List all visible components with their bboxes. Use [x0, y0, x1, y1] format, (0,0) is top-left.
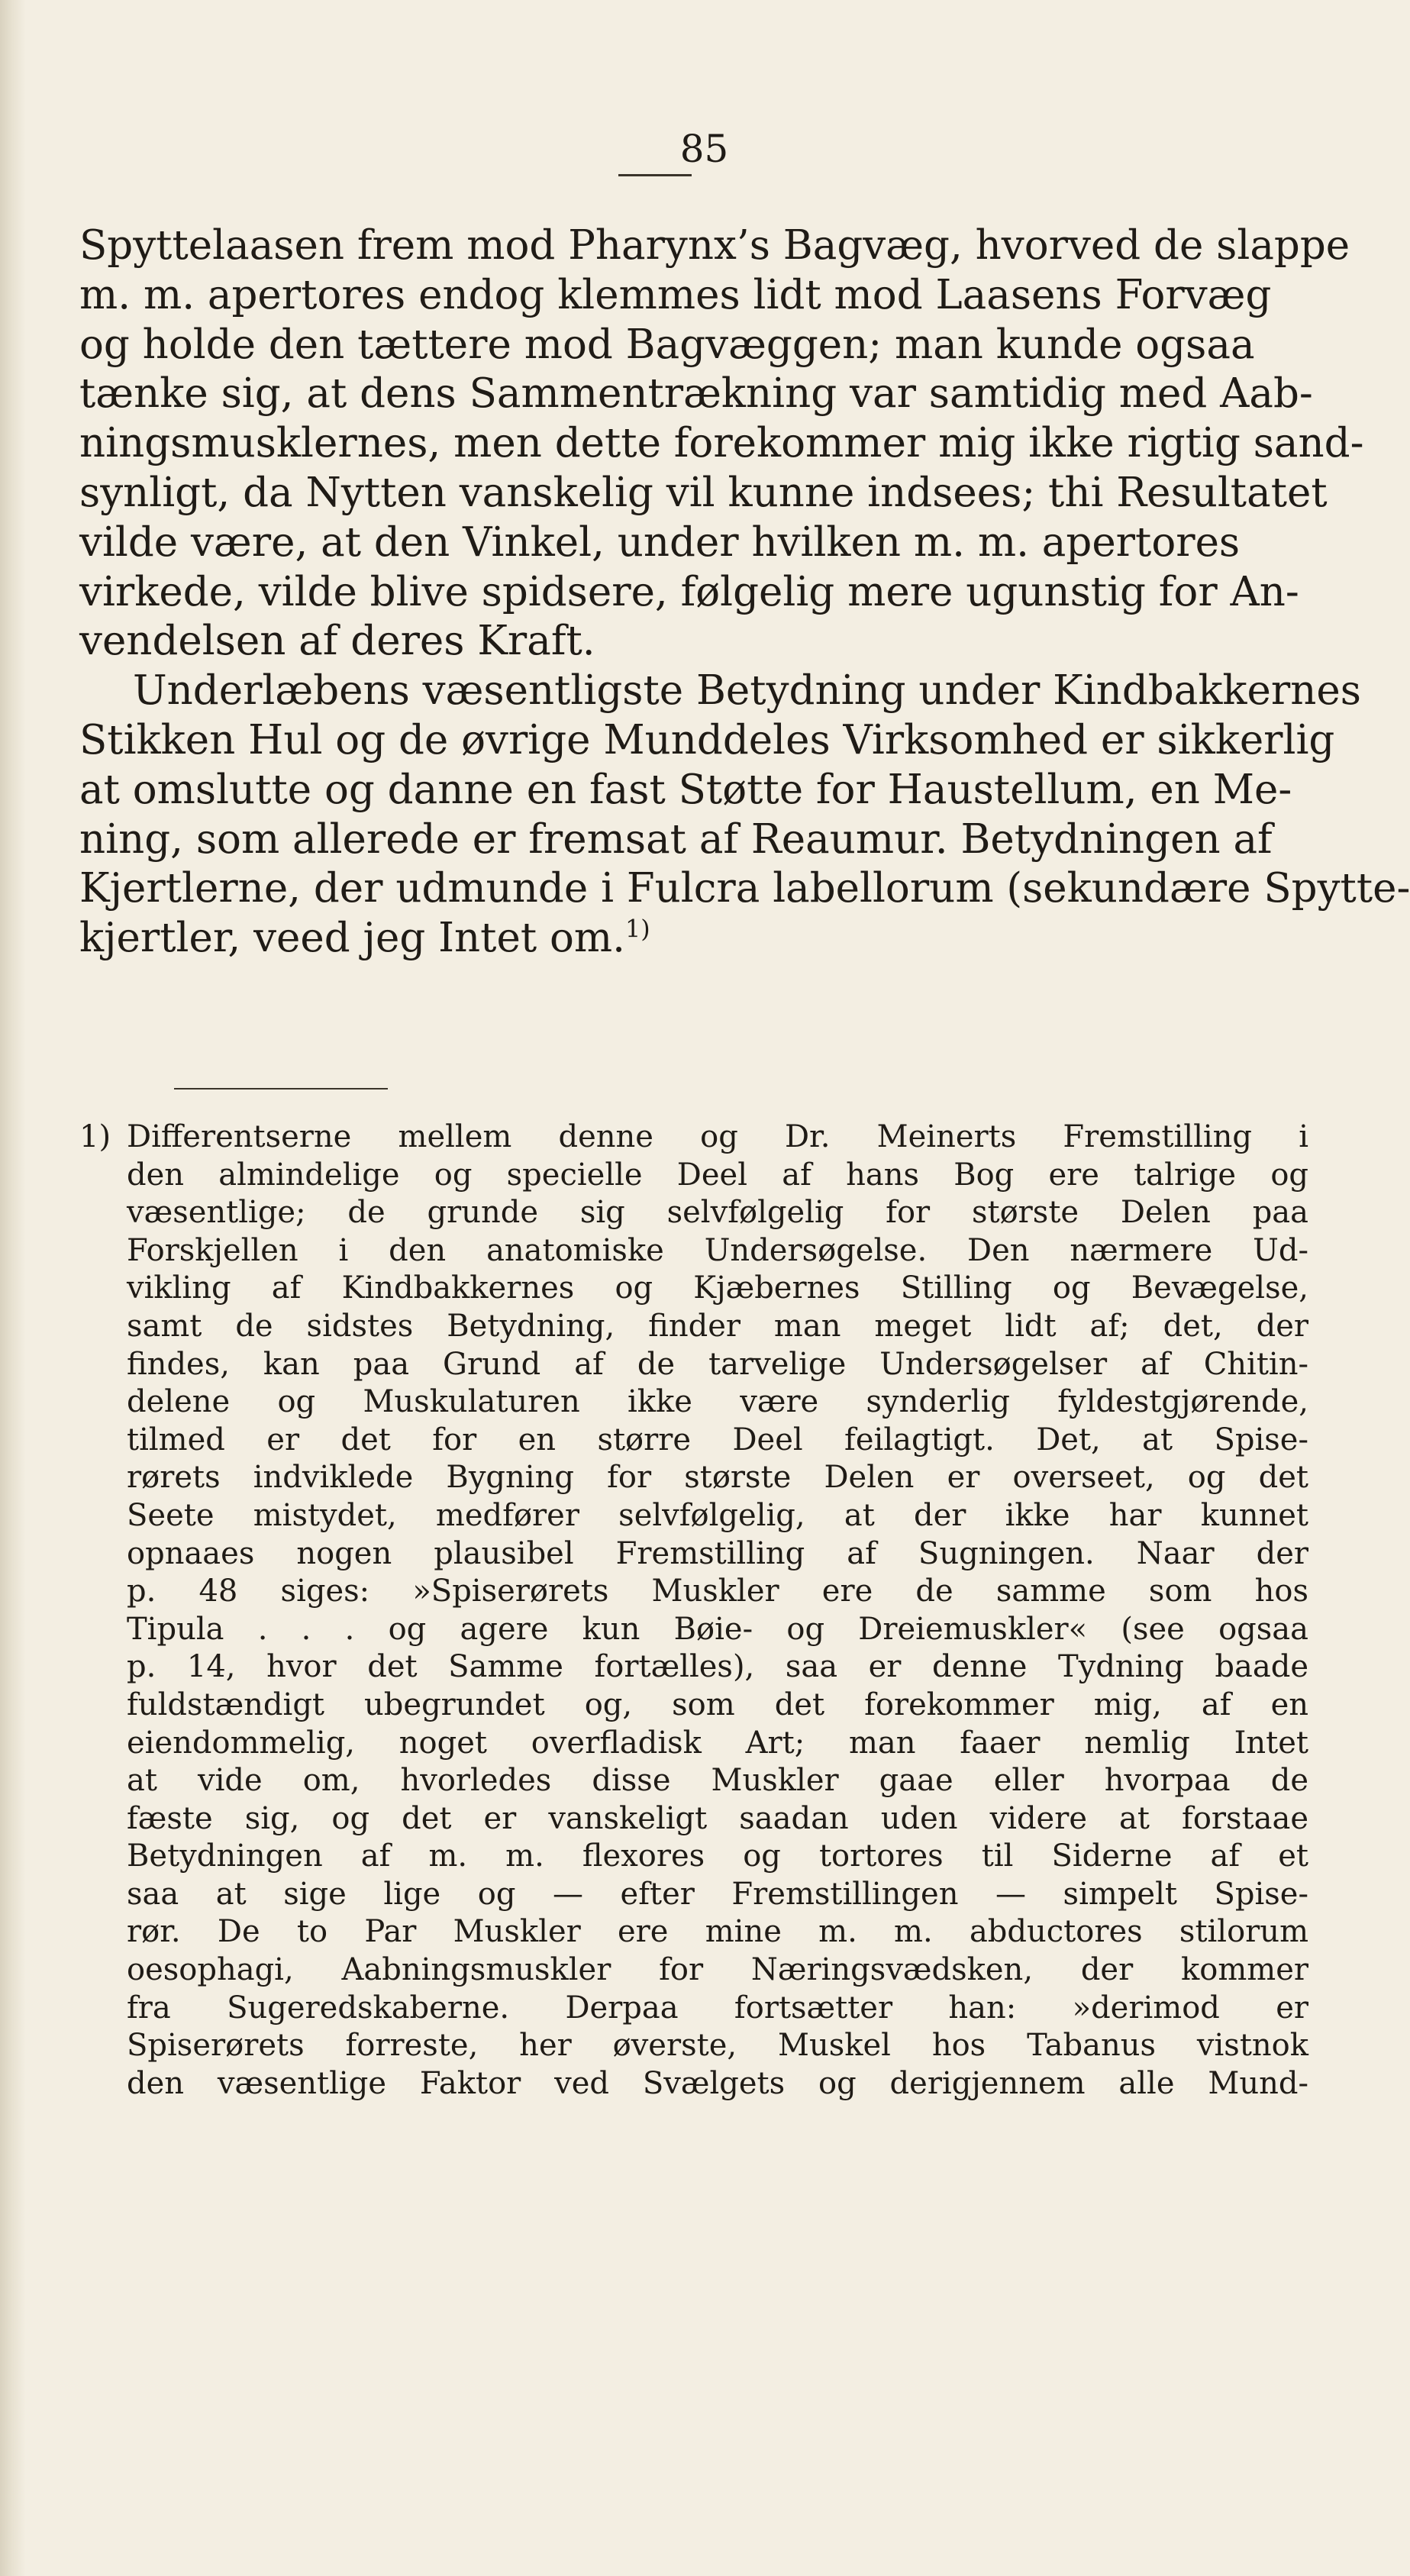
footnote-line: Betydningen af m. m. flexores og tortores til Siderne af et: [127, 1838, 1308, 1874]
footnote-line: væsentlige; de grunde sig selvfølgelig for største Delen paa: [127, 1195, 1308, 1231]
footnote-line: p. 48 siges: »Spiserørets Muskler ere de samme som hos: [127, 1574, 1308, 1609]
footnote-line: tilmed er det for en større Deel feilagtigt. Det, at Spise-: [127, 1422, 1308, 1457]
page-number: 85: [679, 127, 729, 171]
footnote-line: vikling af Kindbakkernes og Kjæbernes Stilling og Bevægelse,: [127, 1270, 1308, 1306]
footnote-line: rørets indviklede Bygning for største Delen er overseet, og det: [127, 1460, 1308, 1496]
footnote-line-words: Differentserne mellem denne og Dr. Meinerts Fremstilling i: [127, 1119, 1308, 1154]
footnote-reference: 1): [624, 915, 650, 944]
footnote-line: Tipula . . . og agere kun Bøie- og Dreiemuskler« (see ogsaa: [127, 1611, 1308, 1647]
footnote-line: findes, kan paa Grund af de tarvelige Undersøgelser af Chitin-: [127, 1346, 1308, 1382]
footnote-line: samt de sidstes Betydning, finder man meget lidt af; det, der: [127, 1308, 1308, 1344]
footnote-line: den almindelige og specielle Deel af hans Bog ere talrige og: [127, 1157, 1308, 1193]
footnote-line: Seete mistydet, medfører selvfølgelig, at der ikke har kunnet: [127, 1497, 1308, 1533]
footnote-line: delene og Muskulaturen ikke være synderlig fyldestgjørende,: [127, 1384, 1308, 1420]
text-line: vilde være, at den Vinkel, under hvilken m. m. apertores: [79, 518, 1241, 566]
text-line: Underlæbens væsentligste Betydning under Kindbakkernes: [133, 667, 1361, 715]
footnote-line: Spiserørets forreste, her øverste, Muskel hos Tabanus vistnok: [127, 2028, 1308, 2064]
footnote-line: fra Sugeredskaberne. Derpaa fortsætter han: »derimod er: [127, 1990, 1308, 2026]
text-line: synligt, da Nytten vanskelig vil kunne indsees; thi Resultatet: [79, 469, 1328, 516]
footnote-line: opnaaes nogen plausibel Fremstilling af Sugningen. Naar der: [127, 1535, 1308, 1571]
footnote-separator: [174, 1088, 388, 1089]
text-line: at omslutte og danne en fast Støtte for Haustellum, en Me-: [79, 766, 1292, 813]
text-line: Spyttelaasen frem mod Pharynx’s Bagvæg, hvorved de slappe: [79, 222, 1350, 269]
footnote-line: den væsentlige Faktor ved Svælgets og derigjennem alle Mund-: [127, 2065, 1308, 2101]
footnote-marker: 1): [79, 1119, 111, 1154]
footnote: [79, 1119, 1308, 2103]
text-line: og holde den tættere mod Bagvæggen; man kunde ogsaa: [79, 321, 1255, 368]
text-line-last: [79, 914, 1240, 964]
text-line: Kjertlerne, der udmunde i Fulcra labellorum (sekundære Spytte-: [79, 865, 1410, 912]
text-line: vendelsen af deres Kraft.: [79, 618, 595, 665]
text-line: tænke sig, at dens Sammentrækning var samtidig med Aab-: [79, 370, 1313, 418]
footnote-line: rør. De to Par Muskler ere mine m. m. abductores stilorum: [127, 1914, 1308, 1950]
footnote-line: fuldstændigt ubegrundet og, som det forekommer mig, af en: [127, 1687, 1308, 1722]
page-edge-shadow: [0, 0, 26, 2576]
text-line: Stikken Hul og de øvrige Munddeles Virksomhed er sikkerlig: [79, 716, 1335, 763]
text-line-last-words: kjertler, veed jeg Intet om.: [79, 915, 625, 962]
footnote-line: saa at sige lige og — efter Fremstillingen — simpelt Spise-: [127, 1876, 1308, 1912]
text-line: m. m. apertores endog klemmes lidt mod Laasens Forvæg: [79, 271, 1272, 318]
footnote-line: [79, 1119, 1308, 1157]
footnote-line: at vide om, hvorledes disse Muskler gaae eller hvorpaa de: [127, 1763, 1308, 1799]
footnote-line: Forskjellen i den anatomiske Undersøgelse. Den nærmere Ud-: [127, 1232, 1308, 1268]
footnote-line: oesophagi, Aabningsmuskler for Næringsvædsken, der kommer: [127, 1952, 1308, 1988]
footnote-line: eiendommelig, noget overfladisk Art; man faaer nemlig Intet: [127, 1725, 1308, 1761]
footnote-line: fæste sig, og det er vanskeligt saadan uden videre at forstaae: [127, 1800, 1308, 1836]
text-line: virkede, vilde blive spidsere, følgelig mere ugunstig for An-: [79, 568, 1299, 615]
text-line: ning, som allerede er fremsat af Reaumur. Betydningen af: [79, 815, 1273, 863]
page-number-underline: [618, 174, 692, 176]
text-line: ningsmusklernes, men dette forekommer mig ikke rigtig sand-: [79, 420, 1364, 467]
body-text: [79, 221, 1410, 964]
footnote-line: p. 14, hvor det Samme fortælles), saa er denne Tydning baade: [127, 1649, 1308, 1685]
